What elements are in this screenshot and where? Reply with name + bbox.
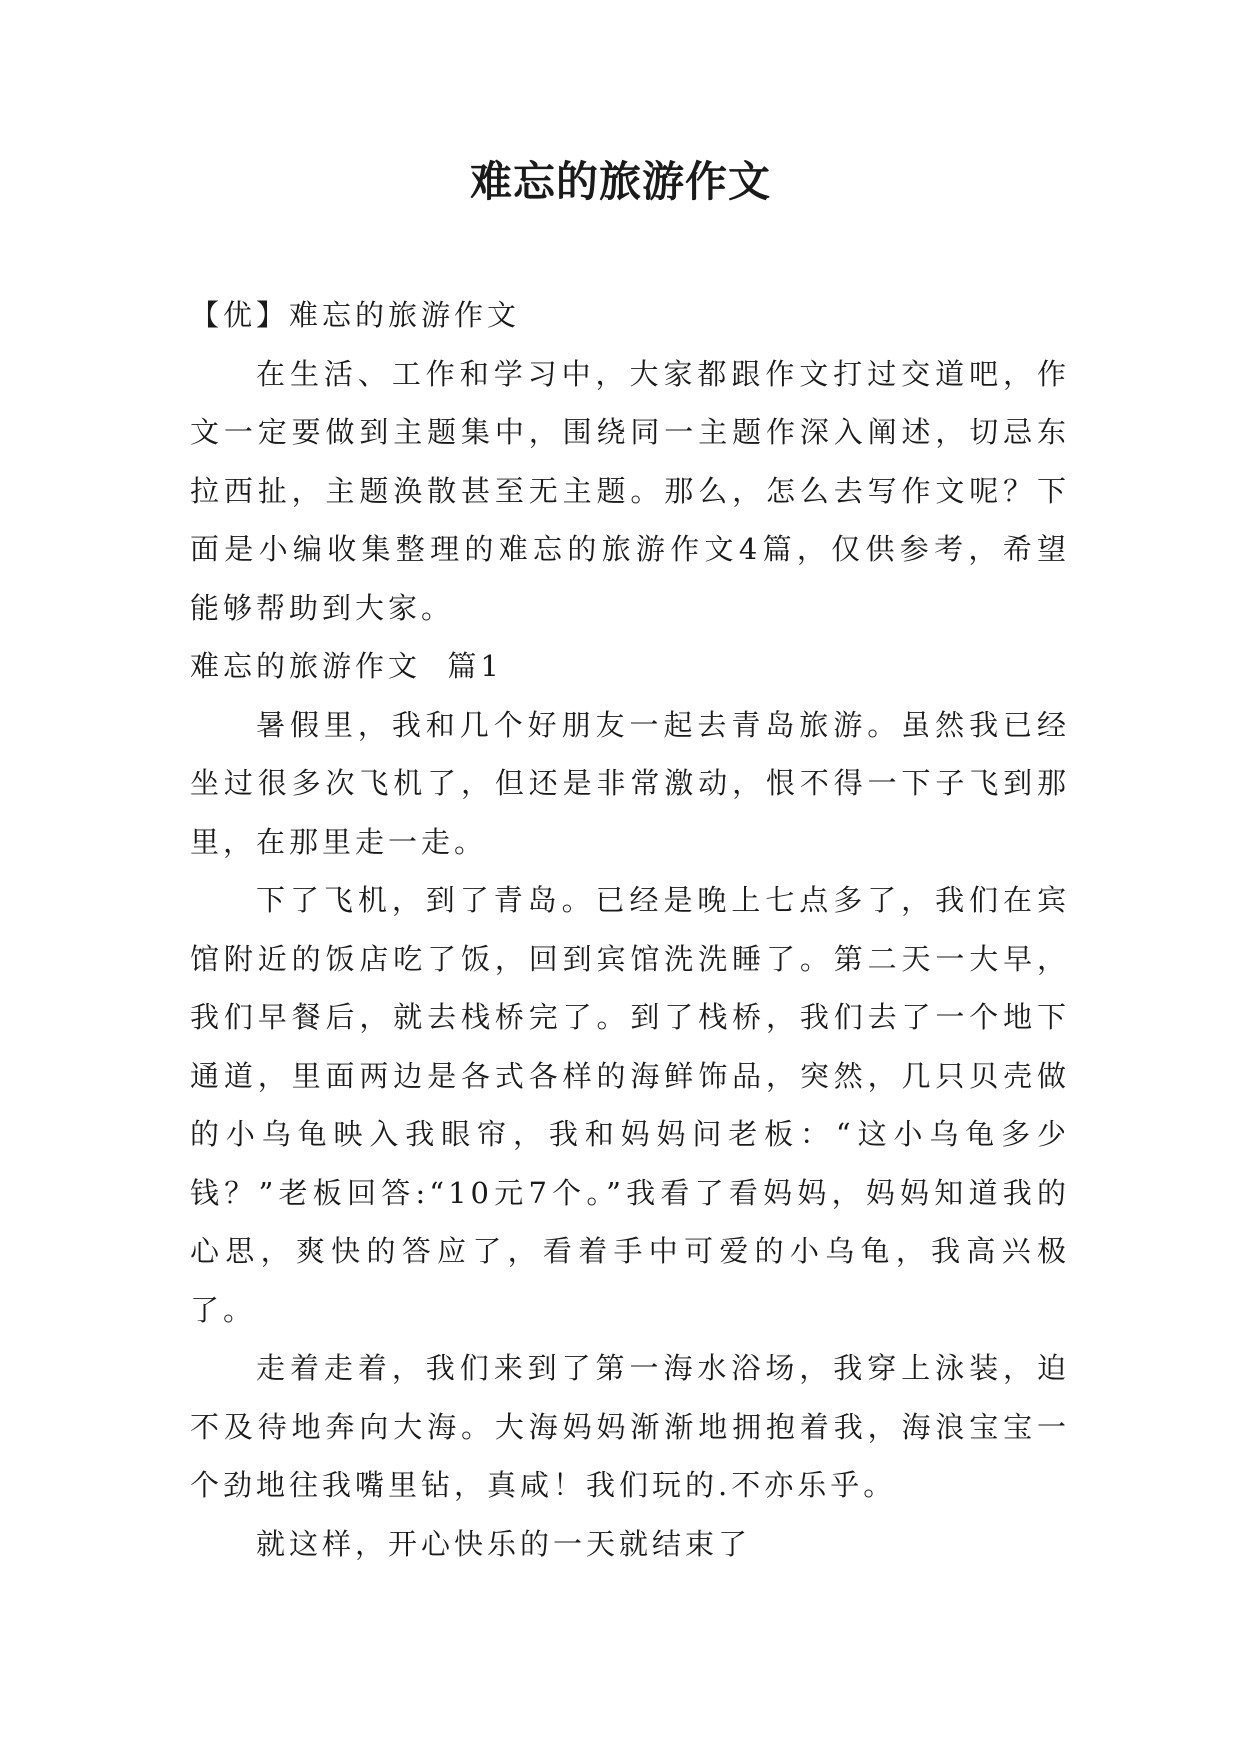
document-subtitle: 【优】难忘的旅游作文 xyxy=(190,298,521,332)
document-body xyxy=(190,286,1070,1573)
intro-paragraph: 在生活、工作和学习中，大家都跟作文打过交道吧，作文一定要做到主题集中，围绕同一主题作深入阐述，切忌东拉西扯，主题涣散甚至无主题。那么，怎么去写作文呢？下面是小编收集整理的难忘的旅游作文4篇，仅供参考，希望能够帮助到大家。 xyxy=(190,356,1070,625)
paragraph-2: 下了飞机，到了青岛。已经是晚上七点多了，我们在宾馆附近的饭店吃了饭，回到宾馆洗洗睡了。第二天一大早，我们早餐后，就去栈桥完了。到了栈桥，我们去了一个地下通道，里面两边是各式各样的海鲜饰品，突然，几只贝壳做的小乌龟映入我眼帘，我和妈妈问老板：“这小乌龟多少钱？”老板回答:“10元7个。”我看了看妈妈，妈妈知道我的心思，爽快的答应了，看着手中可爱的小乌龟，我高兴极了。 xyxy=(190,883,1070,1327)
document-title: 难忘的旅游作文 xyxy=(469,157,771,206)
paragraph-3: 走着走着，我们来到了第一海水浴场，我穿上泳装，迫不及待地奔向大海。大海妈妈渐渐地拥抱着我，海浪宝宝一个劲地往我嘴里钻，真咸！我们玩的.不亦乐乎。 xyxy=(190,1351,1070,1502)
paragraph-4: 就这样，开心快乐的一天就结束了 xyxy=(256,1526,752,1561)
section-heading: 难忘的旅游作文 篇1 xyxy=(190,649,503,683)
paragraph-1: 暑假里，我和几个好朋友一起去青岛旅游。虽然我已经坐过很多次飞机了，但还是非常激动，恨不得一下子飞到那里，在那里走一走。 xyxy=(190,707,1070,859)
